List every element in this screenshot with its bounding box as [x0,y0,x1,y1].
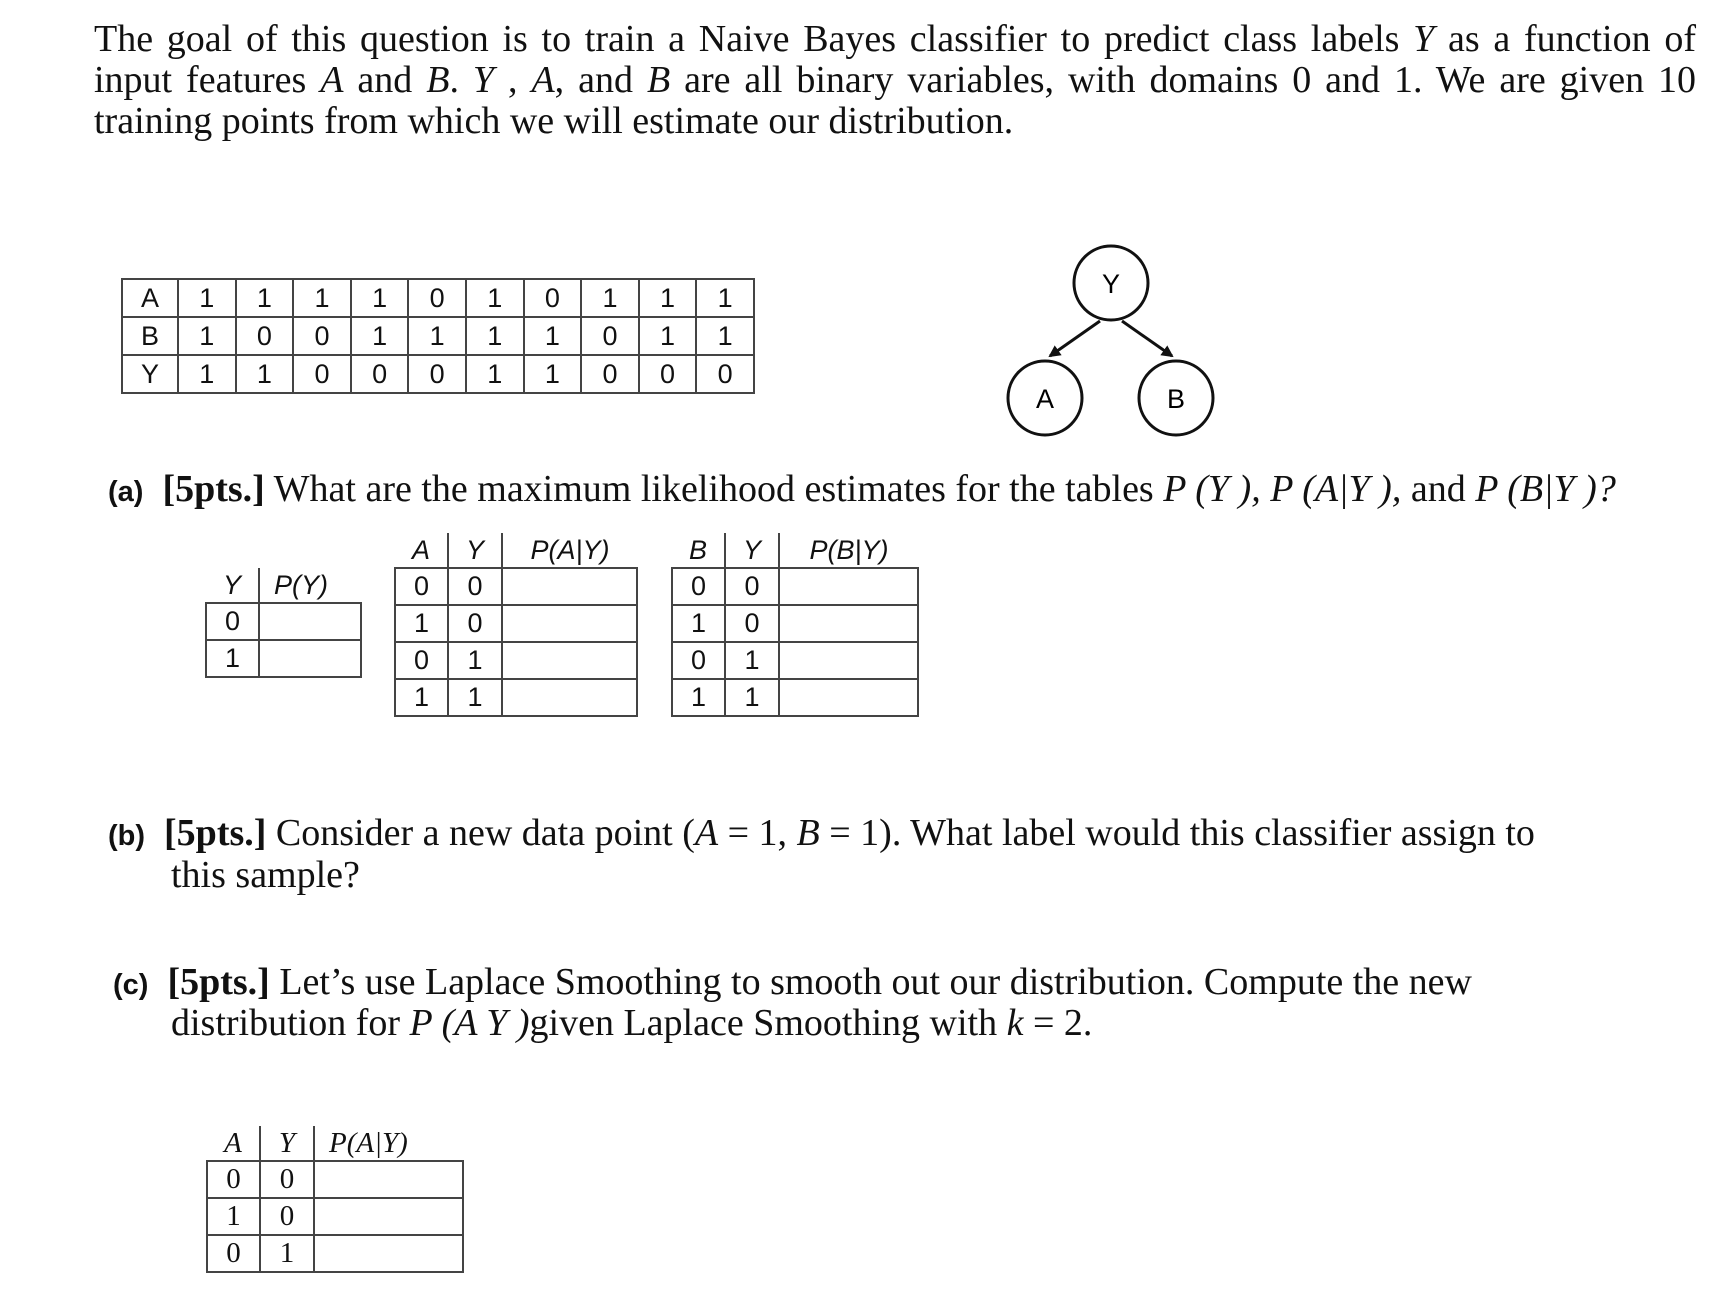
node-y-label: Y [1101,269,1121,299]
row-label: Y [122,355,178,393]
table-header-row: Y P(Y) [206,568,361,603]
table-row: 1 0 [395,605,637,642]
table-header-row: A Y P(A|Y) [207,1126,463,1161]
part-b-question-cont: this sample? [171,854,360,896]
intro-paragraph: The goal of this question is to train a Naive Bayes classifier to predict class labels Y as a function of input features A and B. Y , A, and B are all binary variables, with domains 0 and 1. We are given 10 training points from which we will estimate our distribution. [94,18,1697,142]
answer-cell[interactable] [314,1198,463,1235]
laplace-pay-table [206,1126,464,1273]
table-row: Y 1 1 0 0 0 1 1 0 0 0 [122,355,754,393]
table-row: 0 1 [395,642,637,679]
node-a-label: A [1035,384,1055,414]
table-row: 0 1 [207,1235,463,1272]
table-row: 0 0 [395,568,637,605]
table-row: 1 0 [672,605,918,642]
answer-cell[interactable] [779,605,918,642]
answer-cell[interactable] [779,679,918,716]
answer-cell[interactable] [502,605,637,642]
table-row: 1 [206,640,361,677]
bayes-net-diagram [1000,235,1240,445]
answer-cell[interactable] [502,568,637,605]
table-row: 1 0 [207,1198,463,1235]
table-header-row: B Y P(B|Y) [672,533,918,568]
table-row: 1 1 [395,679,637,716]
pby-table [671,533,919,717]
part-c-question: (c) [5pts.] Let’s use Laplace Smoothing to smooth out our distribution. Compute the new [113,961,1472,1003]
answer-cell[interactable] [779,642,918,679]
table-row: 0 1 [672,642,918,679]
answer-cell[interactable] [502,642,637,679]
part-b-question: (b) [5pts.] Consider a new data point (A = 1, B = 1). What label would this classifier assign to [108,812,1535,854]
answer-cell[interactable] [502,679,637,716]
table-row: 0 [206,603,361,640]
part-a-question: (a) [5pts.] What are the maximum likelihood estimates for the tables P (Y ), P (A|Y ), and P (B|Y )? [108,468,1616,510]
row-label: B [122,317,178,355]
table-header-row: A Y P(A|Y) [395,533,637,568]
answer-cell[interactable] [259,640,361,677]
answer-cell[interactable] [259,603,361,640]
table-row: 0 0 [207,1161,463,1198]
table-row: A 1 1 1 1 0 1 0 1 1 1 [122,279,754,317]
part-c-question-cont: distribution for P (A Y )given Laplace Smoothing with k = 2. [171,1002,1093,1044]
training-data-table [121,278,755,394]
answer-cell[interactable] [314,1161,463,1198]
edge-y-b [1122,321,1172,356]
py-table [205,568,362,678]
answer-cell[interactable] [779,568,918,605]
node-b-label: B [1166,384,1186,414]
answer-cell[interactable] [314,1235,463,1272]
edge-y-a [1050,321,1100,356]
table-row: 0 0 [672,568,918,605]
table-row: 1 1 [672,679,918,716]
pay-table [394,533,638,717]
table-row: B 1 0 0 1 1 1 1 0 1 1 [122,317,754,355]
row-label: A [122,279,178,317]
